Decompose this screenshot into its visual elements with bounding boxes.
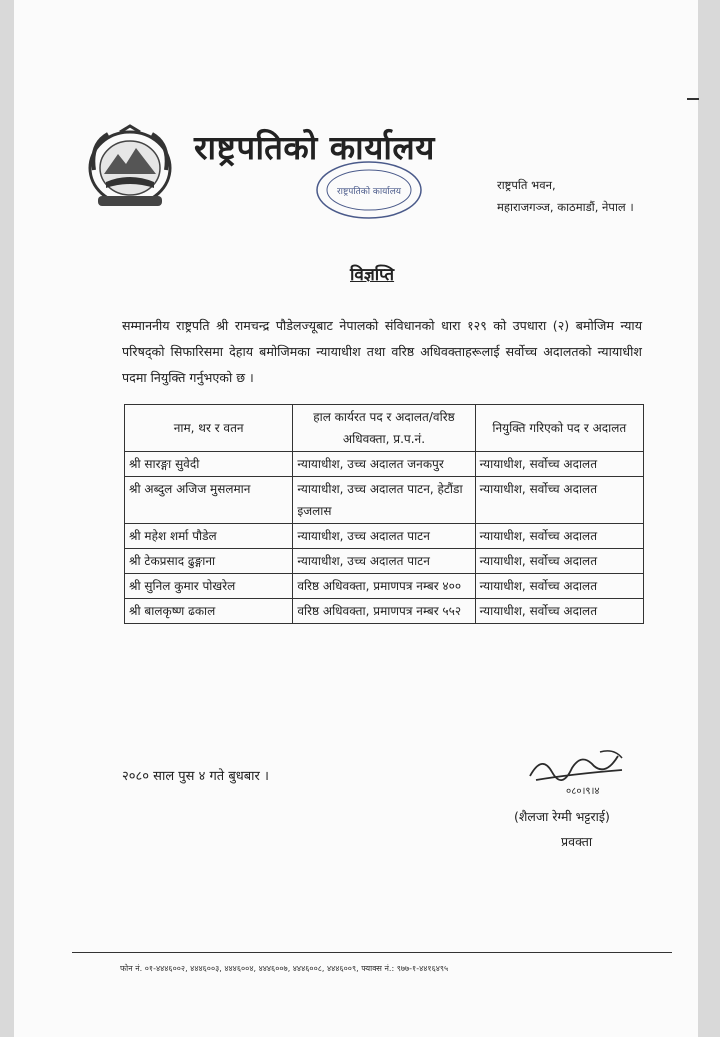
signature — [522, 746, 632, 802]
cell-current-post: न्यायाधीश, उच्च अदालत पाटन, हेटौंडा इजलास — [293, 477, 475, 524]
office-title: राष्ट्रपतिको कार्यालय — [194, 128, 435, 167]
cell-current-post: न्यायाधीश, उच्च अदालत जनकपुर — [293, 452, 475, 477]
appointment-table — [124, 404, 644, 624]
table-row — [125, 477, 644, 524]
seal-text: राष्ट्रपतिको कार्यालय — [336, 187, 402, 197]
table-row — [125, 524, 644, 549]
cell-name: श्री अब्दुल अजिज मुसलमान — [125, 477, 293, 524]
office-seal — [314, 158, 424, 222]
table-row — [125, 599, 644, 624]
table-row — [125, 452, 644, 477]
table-row — [125, 574, 644, 599]
footer-divider — [72, 952, 672, 953]
nepal-emblem-icon — [84, 124, 176, 210]
cell-name: श्री टेकप्रसाद ढुङ्गाना — [125, 549, 293, 574]
cell-appointed-post: न्यायाधीश, सर्वोच्च अदालत — [475, 524, 643, 549]
cell-current-post: न्यायाधीश, उच्च अदालत पाटन — [293, 549, 475, 574]
cell-name: श्री महेश शर्मा पौडेल — [125, 524, 293, 549]
issue-date: २०८० साल पुस ४ गते बुधबार । — [122, 769, 269, 784]
table-header-row — [125, 405, 644, 452]
column-header: हाल कार्यरत पद र अदालत/वरिष्ठ अधिवक्ता, प्र.प.नं. — [293, 405, 475, 452]
cell-appointed-post: न्यायाधीश, सर्वोच्च अदालत — [475, 549, 643, 574]
footer-contact: फोन नं. ०१-४४४६००२, ४४४६००३, ४४४६००४, ४४४६००७, ४४४६००८, ४४४६००९, फ्याक्स नं.: ९७७-१-४४१६४९५ — [120, 964, 449, 973]
cell-current-post: वरिष्ठ अधिवक्ता, प्रमाणपत्र नम्बर ४०० — [293, 574, 475, 599]
cell-current-post: न्यायाधीश, उच्च अदालत पाटन — [293, 524, 475, 549]
scroll-indicator — [687, 98, 699, 100]
cell-appointed-post: न्यायाधीश, सर्वोच्च अदालत — [475, 574, 643, 599]
column-header: नाम, थर र वतन — [125, 405, 293, 452]
cell-name: श्री सारङ्गा सुवेदी — [125, 452, 293, 477]
address-line: महाराजगञ्ज, काठमाडौं, नेपाल । — [497, 200, 634, 214]
notice-body: सम्माननीय राष्ट्रपति श्री रामचन्द्र पौडेलज्यूबाट नेपालको संविधानको धारा १२९ को उपधारा (२) बमोजिम न्याय परिषद्को सिफारिसमा देहाय बमोजिमका न्यायाधीश तथा वरिष्ठ अधिवक्ताहरूलाई सर्वोच्च अदालतको न्यायाधीश पदमा नियुक्ति गर्नुभएको छ । — [122, 318, 642, 385]
notice-title: विज्ञप्ति — [350, 265, 395, 285]
cell-name: श्री सुनिल कुमार पोखरेल — [125, 574, 293, 599]
table-row — [125, 549, 644, 574]
signatory-role: प्रवक्ता — [561, 834, 593, 849]
column-header: नियुक्ति गरिएको पद र अदालत — [475, 405, 643, 452]
address-line: राष्ट्रपति भवन, — [497, 178, 556, 192]
signature-date: ०८०।९।४ — [566, 786, 600, 797]
signatory-name: (शैलजा रेग्मी भट्टराई) — [514, 809, 610, 824]
document-page — [14, 0, 698, 1037]
cell-appointed-post: न्यायाधीश, सर्वोच्च अदालत — [475, 599, 643, 624]
cell-appointed-post: न्यायाधीश, सर्वोच्च अदालत — [475, 452, 643, 477]
cell-appointed-post: न्यायाधीश, सर्वोच्च अदालत — [475, 477, 643, 524]
office-address — [497, 174, 634, 218]
cell-current-post: वरिष्ठ अधिवक्ता, प्रमाणपत्र नम्बर ५५२ — [293, 599, 475, 624]
cell-name: श्री बालकृष्ण ढकाल — [125, 599, 293, 624]
